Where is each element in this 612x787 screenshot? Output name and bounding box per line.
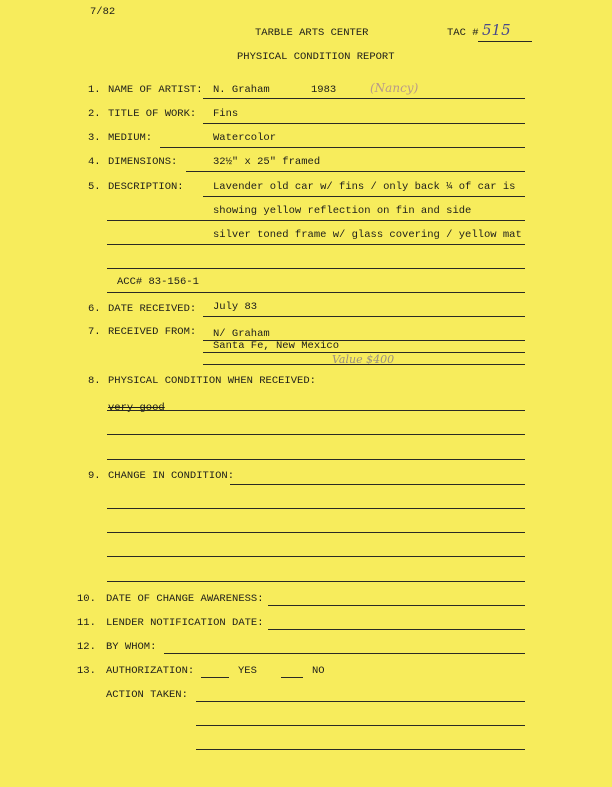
item-number-6: 6. — [88, 303, 101, 315]
lender-notification-label: LENDER NOTIFICATION DATE: — [106, 617, 264, 629]
item-number-3: 3. — [88, 132, 101, 144]
title-value: Fins — [213, 108, 239, 120]
description-label: DESCRIPTION: — [108, 181, 184, 193]
date-received-value: July 83 — [213, 301, 258, 313]
action-taken-label: ACTION TAKEN: — [106, 689, 188, 701]
tac-number: 515 — [482, 21, 511, 39]
accession-number: ACC# 83-156-1 — [117, 276, 199, 288]
form-title: PHYSICAL CONDITION REPORT — [237, 51, 395, 63]
by-whom-label: BY WHOM: — [106, 641, 157, 653]
form-date-code: 7/82 — [90, 6, 116, 18]
change-label: CHANGE IN CONDITION: — [108, 470, 235, 482]
description-line-3: silver toned frame w/ glass covering / yellow mat — [213, 229, 522, 241]
dimensions-label: DIMENSIONS: — [108, 156, 178, 168]
tac-label: TAC # — [447, 27, 479, 39]
item-number-12: 12. — [77, 641, 96, 653]
title-label: TITLE OF WORK: — [108, 108, 197, 120]
authorization-no: NO — [312, 665, 325, 677]
artist-note: (Nancy) — [370, 81, 419, 95]
item-number-9: 9. — [88, 470, 101, 482]
description-line-2: showing yellow reflection on fin and side — [213, 205, 472, 217]
medium-value: Watercolor — [213, 132, 277, 144]
value-note: Value $400 — [332, 353, 395, 366]
artist-label: NAME OF ARTIST: — [108, 84, 203, 96]
item-number-7: 7. — [88, 326, 101, 338]
dimensions-value: 32½" x 25" framed — [213, 156, 321, 168]
item-number-1: 1. — [88, 84, 101, 96]
authorization-label: AUTHORIZATION: — [106, 665, 195, 677]
item-number-11: 11. — [77, 617, 96, 629]
medium-label: MEDIUM: — [108, 132, 153, 144]
item-number-10: 10. — [77, 593, 96, 605]
received-from-label: RECEIVED FROM: — [108, 326, 197, 338]
item-number-5: 5. — [88, 181, 101, 193]
condition-label: PHYSICAL CONDITION WHEN RECEIVED: — [108, 375, 316, 387]
item-number-2: 2. — [88, 108, 101, 120]
date-received-label: DATE RECEIVED: — [108, 303, 197, 315]
item-number-8: 8. — [88, 375, 101, 387]
condition-value: very good — [108, 402, 165, 414]
received-from-name: N/ Graham — [213, 328, 270, 340]
artist-year: 1983 — [311, 84, 337, 96]
description-line-1: Lavender old car w/ fins / only back ¼ of car is — [213, 181, 516, 193]
item-number-13: 13. — [77, 665, 96, 677]
received-from-location: Santa Fe, New Mexico — [213, 340, 340, 352]
org-name: TARBLE ARTS CENTER — [255, 27, 369, 39]
artist-value: N. Graham — [213, 84, 270, 96]
authorization-yes: YES — [238, 665, 257, 677]
item-number-4: 4. — [88, 156, 101, 168]
change-awareness-label: DATE OF CHANGE AWARENESS: — [106, 593, 264, 605]
